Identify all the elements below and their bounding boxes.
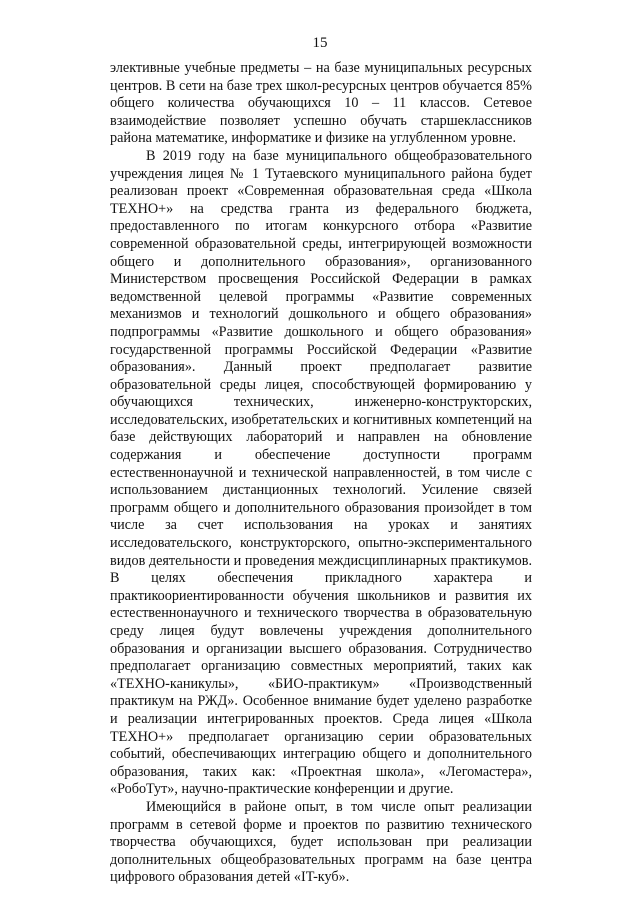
paragraph-continuation: элективные учебные предметы – на базе муниципальных ресурсных центров. В сети на базе трех школ-ресурсных центров обучается 85% общего количества обучающихся 10 – 11 классов. Сетевое взаимодействие позволяет успешно обучать старшеклассников района математике, информатике и физике на углубленном уровне. (110, 60, 532, 147)
document-body (110, 60, 532, 887)
paragraph-project-description: В 2019 году на базе муниципального общеобразовательного учреждения лицея № 1 Тутаевского муниципального района будет реализован проект «Современная образовательная среда «Школа ТЕХНО+» на средства гранта из федерального бюджета, предоставленного по итогам конкурсного отбора «Развитие современной образовательной среды, интегрирующей возможности общего и дополнительного образования», организованного Министерством просвещения Российской Федерации в рамках ведомственной целевой программы «Развитие современных механизмов и технологий дошкольного и общего образования» подпрограммы «Развитие дошкольного и общего образования» государственной программы Российской Федерации «Развитие образования». Данный проект предполагает развитие образовательной среды лицея, способствующей формированию у обучающихся технических, инженерно-конструкторских, исследовательских, изобретательских и когнитивных компетенций на базе действующих лабораторий и направлен на обновление содержания и обеспечение доступности программ естественнонаучной и технической направленностей, в том числе с использованием дистанционных технологий. Усиление связей программ общего и дополнительного образования произойдет в том числе за счет использования на уроках и занятиях исследовательского, конструкторского, опытно-экспериментального видов деятельности и проведения междисциплинарных практикумов. В целях обеспечения прикладного характера и практикоориентированности обучения школьников и развития их естественнонаучного и технического творчества в образовательную среду лицея будут вовлечены учреждения дополнительного образования и организации высшего образования. Сотрудничество предполагает организацию совместных мероприятий, таких как «ТЕХНО-каникулы», «БИО-практикум» «Производственный практикум на РЖД». Особенное внимание будет уделено разработке и реализации интегрированных проектов. Среда лицея «Школа ТЕХНО+» предполагает организацию серии образовательных событий, обеспечивающих интеграцию общего и дополнительного образования, таких как: «Проектная школа», «Легомастера», «РобоТут», научно-практические конференции и другие. (110, 147, 532, 798)
page-number: 15 (312, 35, 328, 51)
paragraph-it-cube: Имеющийся в районе опыт, в том числе опыт реализации программ в сетевой форме и проектов по развитию технического творчества обучающихся, будет использован при реализации дополнительных общеобразовательных программ на базе центра цифрового образования детей «IT-куб». (110, 798, 532, 886)
